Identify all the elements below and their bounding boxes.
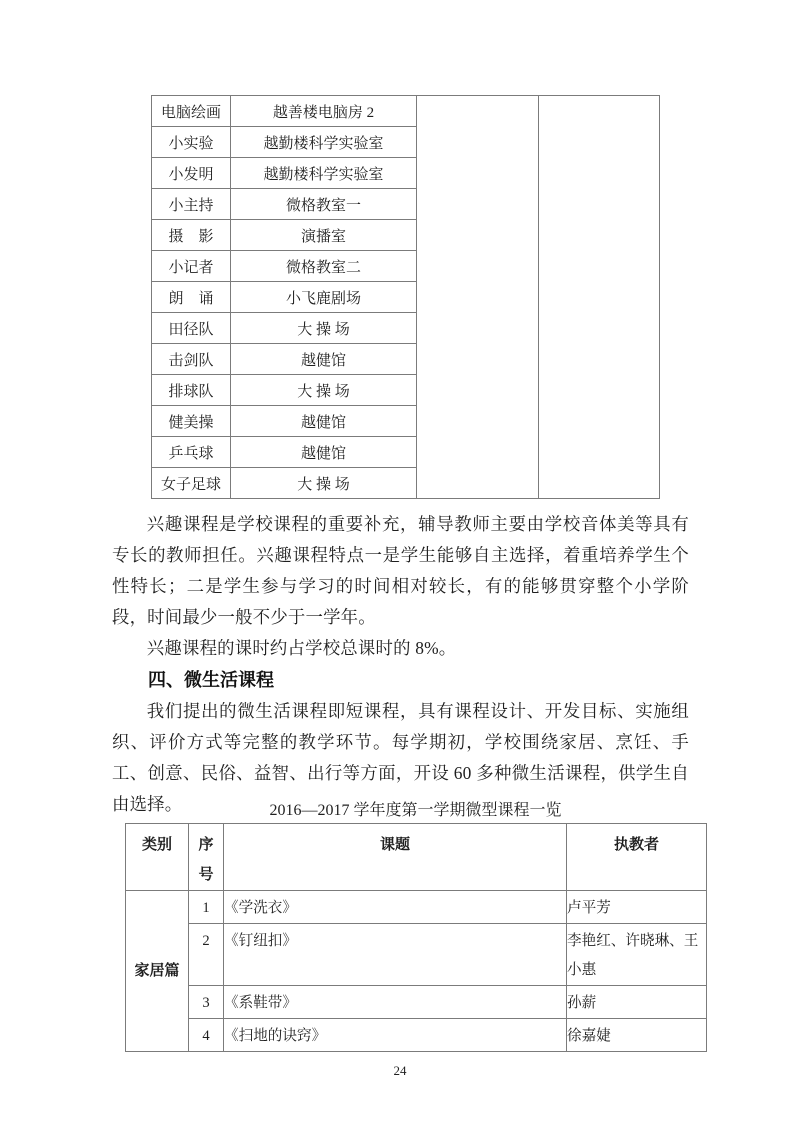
- activity-row: [152, 96, 660, 127]
- teacher-cell: 卢平芳: [567, 891, 707, 924]
- micro-course-row: [126, 1019, 707, 1052]
- serial-cell: 2: [189, 924, 224, 986]
- header-category: 类别: [126, 824, 189, 891]
- activity-location-cell: 微格教室二: [231, 251, 417, 282]
- activity-location-cell: 演播室: [231, 220, 417, 251]
- interest-activity-table: [151, 95, 660, 499]
- serial-cell: 3: [189, 986, 224, 1019]
- topic-cell: 《钉纽扣》: [224, 924, 567, 986]
- micro-table-header-row: [126, 824, 707, 891]
- teacher-cell: 徐嘉婕: [567, 1019, 707, 1052]
- header-topic: 课题: [224, 824, 567, 891]
- serial-cell: 4: [189, 1019, 224, 1052]
- serial-cell: 1: [189, 891, 224, 924]
- activity-location-cell: 微格教室一: [231, 189, 417, 220]
- topic-cell: 《系鞋带》: [224, 986, 567, 1019]
- activity-location-cell: 越健馆: [231, 437, 417, 468]
- paragraph-micro-life: 我们提出的微生活课程即短课程，具有课程设计、开发目标、实施组织、评价方式等完整的教学环节。每学期初，学校围绕家居、烹饪、手工、创意、民俗、益智、出行等方面，开设 60 多种微生活课程，供学生自由选择。: [112, 701, 689, 814]
- micro-course-row: [126, 924, 707, 986]
- paragraph-interest-hours: 兴趣课程的课时约占学校总课时的 8%。: [146, 638, 457, 658]
- activity-location-cell: 大 操 场: [231, 375, 417, 406]
- micro-course-row: [126, 891, 707, 924]
- merged-empty-cell: [417, 96, 539, 499]
- activity-table-body: [152, 96, 660, 499]
- activity-name-cell: 健美操: [152, 406, 231, 437]
- activity-name-cell: 电脑绘画: [152, 96, 231, 127]
- section-heading-micro-life: 四、微生活课程: [148, 670, 274, 690]
- body-text-block: [112, 509, 689, 820]
- activity-name-cell: 田径队: [152, 313, 231, 344]
- activity-name-cell: 小发明: [152, 158, 231, 189]
- activity-location-cell: 小飞鹿剧场: [231, 282, 417, 313]
- activity-location-cell: 越勤楼科学实验室: [231, 127, 417, 158]
- page-number: 24: [393, 1063, 407, 1078]
- header-serial: [189, 824, 224, 891]
- micro-course-table-title: 2016—2017 学年度第一学期微型课程一览: [269, 802, 562, 819]
- header-serial-label: 序号: [198, 837, 214, 883]
- activity-location-cell: 越健馆: [231, 406, 417, 437]
- paragraph-interest-overview: 兴趣课程是学校课程的重要补充，辅导教师主要由学校音体美等具有专长的教师担任。兴趣课程特点一是学生能够自主选择，着重培养学生个性特长；二是学生参与学习的时间相对较长，有的能够贯穿整个小学阶段，时间最少一般不少于一学年。: [112, 514, 689, 627]
- activity-name-cell: 女子足球: [152, 468, 231, 499]
- activity-location-cell: 越健馆: [231, 344, 417, 375]
- activity-location-cell: 大 操 场: [231, 468, 417, 499]
- activity-name-cell: 朗 诵: [152, 282, 231, 313]
- activity-name-cell: 排球队: [152, 375, 231, 406]
- activity-name-cell: 小主持: [152, 189, 231, 220]
- micro-table-body: [126, 891, 707, 1052]
- topic-cell: 《扫地的诀窍》: [224, 1019, 567, 1052]
- category-cell: 家居篇: [126, 891, 189, 1052]
- merged-empty-cell: [539, 96, 660, 499]
- activity-name-cell: 乒乓球: [152, 437, 231, 468]
- teacher-cell: 孙薪: [567, 986, 707, 1019]
- micro-course-table: [125, 823, 707, 1052]
- activity-location-cell: 大 操 场: [231, 313, 417, 344]
- teacher-cell: 李艳红、许晓琳、王小惠: [567, 924, 707, 986]
- activity-location-cell: 越善楼电脑房 2: [231, 96, 417, 127]
- topic-cell: 《学洗衣》: [224, 891, 567, 924]
- activity-name-cell: 摄 影: [152, 220, 231, 251]
- micro-course-row: [126, 986, 707, 1019]
- header-teacher: 执教者: [567, 824, 707, 891]
- activity-location-cell: 越勤楼科学实验室: [231, 158, 417, 189]
- activity-name-cell: 小实验: [152, 127, 231, 158]
- micro-course-section: [125, 799, 706, 1052]
- activity-name-cell: 击剑队: [152, 344, 231, 375]
- activity-name-cell: 小记者: [152, 251, 231, 282]
